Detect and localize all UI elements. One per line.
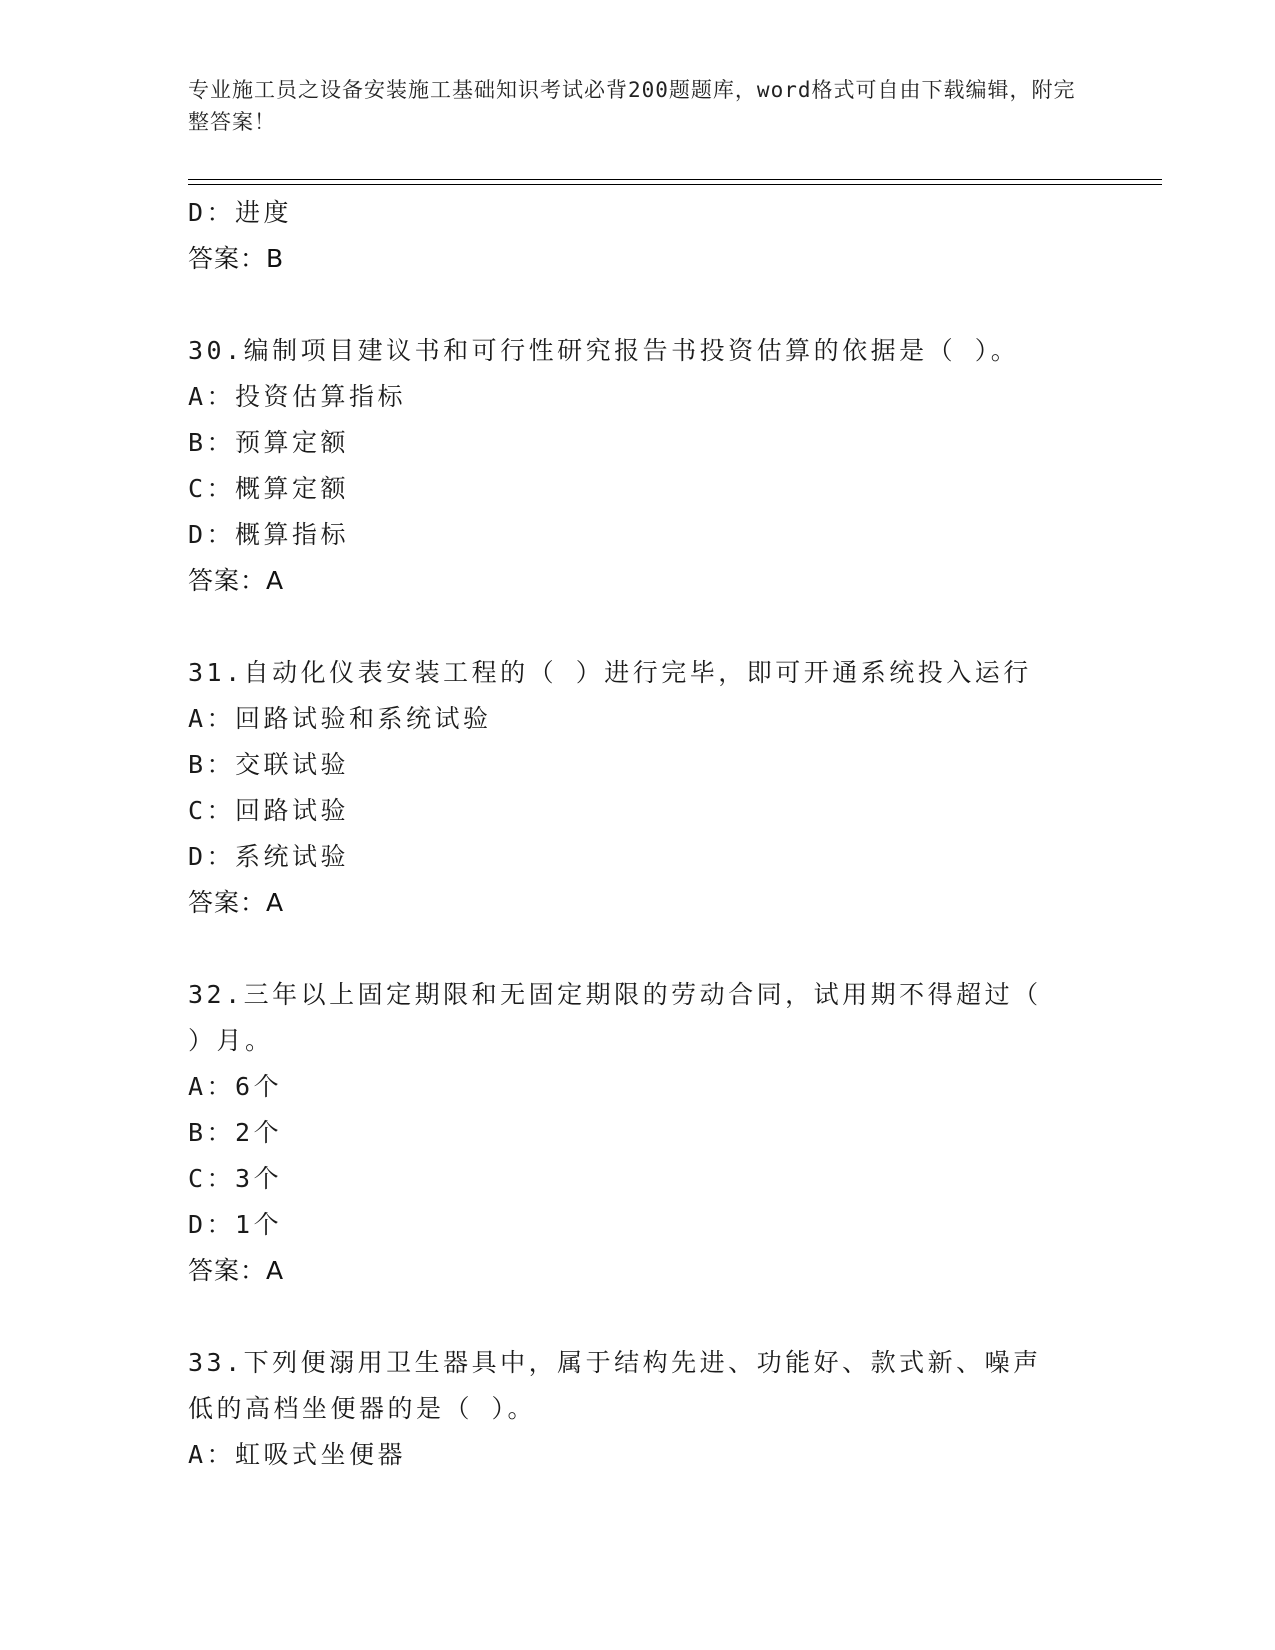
question-30-option-c: C：概算定额 <box>188 474 350 503</box>
question-31-option-c: C：回路试验 <box>188 796 350 825</box>
spacer <box>188 604 1088 650</box>
question-33-option-a: A：虹吸式坐便器 <box>188 1440 407 1469</box>
header-rule-bottom <box>188 184 1162 185</box>
question-30-option-b: B：预算定额 <box>188 428 350 457</box>
question-31-stem: 31.自动化仪表安装工程的（ ）进行完毕，即可开通系统投入运行 <box>188 658 1032 687</box>
question-30-stem: 30.编制项目建议书和可行性研究报告书投资估算的依据是（ ）。 <box>188 336 1020 365</box>
question-31-option-a: A：回路试验和系统试验 <box>188 704 492 733</box>
header-rule-top <box>188 179 1162 180</box>
question-30-answer: 答案：A <box>188 566 285 595</box>
question-30-option-d: D：概算指标 <box>188 520 350 549</box>
prev-option-d: D：进度 <box>188 198 293 227</box>
question-32-answer: 答案：A <box>188 1256 285 1285</box>
question-32-option-c: C：3个 <box>188 1164 283 1193</box>
question-30-option-a: A：投资估算指标 <box>188 382 407 411</box>
question-32-option-a: A：6个 <box>188 1072 283 1101</box>
question-31-option-b: B：交联试验 <box>188 750 350 779</box>
page-header-title: 专业施工员之设备安装施工基础知识考试必背200题题库，word格式可自由下载编辑，附完整答案！ <box>188 78 1076 134</box>
question-list <box>188 190 1088 1478</box>
question-31-option-d: D：系统试验 <box>188 842 350 871</box>
question-33-stem: 33.下列便溺用卫生器具中，属于结构先进、功能好、款式新、噪声低的高档坐便器的是（ ）。 <box>188 1348 1042 1423</box>
question-32-stem: 32.三年以上固定期限和无固定期限的劳动合同，试用期不得超过（ ）月。 <box>188 980 1042 1055</box>
question-32-option-d: D：1个 <box>188 1210 283 1239</box>
spacer <box>188 1294 1088 1340</box>
question-31-answer: 答案：A <box>188 888 285 917</box>
spacer <box>188 926 1088 972</box>
spacer <box>188 282 1088 328</box>
question-32-option-b: B：2个 <box>188 1118 283 1147</box>
prev-answer: 答案：B <box>188 244 285 273</box>
